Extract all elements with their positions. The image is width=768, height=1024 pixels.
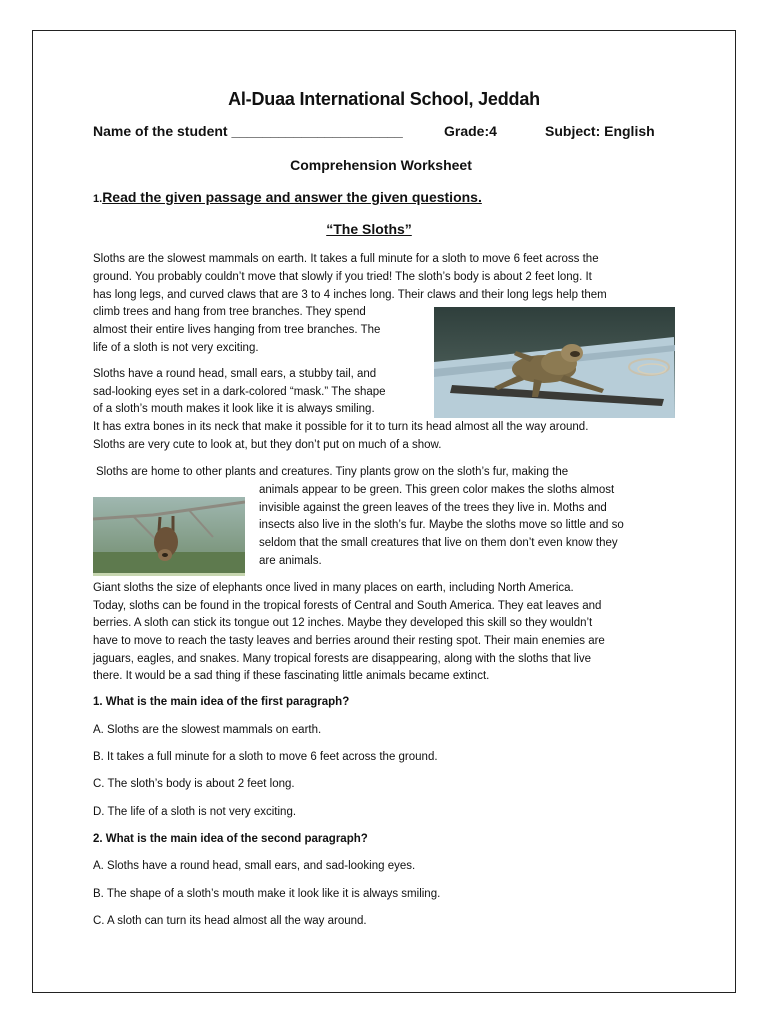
passage-title: “The Sloths”: [326, 221, 412, 237]
passage-line: almost their entire lives hanging from tree branches. The: [93, 324, 381, 336]
passage-line: Sloths are very cute to look at, but they don’t put on much of a show.: [93, 439, 442, 451]
grade-label: Grade:4: [444, 123, 497, 139]
passage-line: life of a sloth is not very exciting.: [93, 342, 259, 354]
student-name-label: Name of the student ______________________: [93, 123, 403, 139]
passage-line: there. It would be a sad thing if these fascinating little animals became extinct.: [93, 670, 490, 682]
question-1: 1. What is the main idea of the first paragraph?: [93, 696, 350, 708]
sloth-on-branch-image: [93, 497, 245, 576]
passage-line: sad-looking eyes set in a dark-colored “mask.” The shape: [93, 386, 386, 398]
passage-line: Sloths are the slowest mammals on earth. It takes a full minute for a sloth to move 6 feet across the: [93, 253, 599, 265]
passage-line: insects also live in the sloth’s fur. Maybe the sloths move so little and so: [259, 519, 624, 531]
passage-line: Sloths have a round head, small ears, a stubby tail, and: [93, 368, 377, 380]
question-2: 2. What is the main idea of the second paragraph?: [93, 833, 368, 845]
passage-line: have to move to reach the tasty leaves and berries around their resting spot. Their main enemies are: [93, 635, 605, 647]
passage-line: jaguars, eagles, and snakes. Many tropical forests are disappearing, along with the sloths that live: [93, 653, 591, 665]
passage-line: invisible against the green leaves of the trees they live in. Moths and: [259, 502, 607, 514]
passage-line: of a sloth’s mouth makes it look like it is always smiling.: [93, 403, 375, 415]
passage-line: Giant sloths the size of elephants once lived in many places on earth, including North America.: [93, 582, 574, 594]
instruction-text: Read the given passage and answer the given questions.: [102, 189, 482, 205]
passage-line: seldom that the small creatures that live on them don’t even know they: [259, 537, 618, 549]
passage-line: climb trees and hang from tree branches. They spend: [93, 306, 366, 318]
passage-line: berries. A sloth can stick its tongue out 12 inches. Maybe they developed this skill so they wouldn’t: [93, 617, 593, 629]
answer-option: B. It takes a full minute for a sloth to move 6 feet across the ground.: [93, 751, 438, 763]
passage-line: ground. You probably couldn’t move that slowly if you tried! The sloth’s body is about 2 feet long. It: [93, 271, 592, 283]
answer-option: D. The life of a sloth is not very exciting.: [93, 806, 297, 818]
answer-option: A. Sloths have a round head, small ears, and sad-looking eyes.: [93, 860, 416, 872]
worksheet-title: Comprehension Worksheet: [290, 157, 472, 173]
passage-line: are animals.: [259, 555, 322, 567]
passage-line: It has extra bones in its neck that make it possible for it to turn its head almost all the way around.: [93, 421, 589, 433]
passage-line: animals appear to be green. This green color makes the sloths almost: [259, 484, 615, 496]
sloth-on-boat-image: [434, 307, 675, 418]
answer-option: B. The shape of a sloth’s mouth make it look like it is always smiling.: [93, 888, 441, 900]
answer-option: A. Sloths are the slowest mammals on earth.: [93, 724, 322, 736]
instruction: [93, 189, 482, 205]
passage-line: Sloths are home to other plants and creatures. Tiny plants grow on the sloth’s fur, making the: [96, 466, 569, 478]
answer-option: C. A sloth can turn its head almost all the way around.: [93, 915, 367, 927]
subject-label: Subject: English: [545, 123, 655, 139]
instruction-number: 1.: [93, 193, 103, 205]
answer-option: C. The sloth’s body is about 2 feet long.: [93, 778, 295, 790]
passage-line: has long legs, and curved claws that are 3 to 4 inches long. Their claws and their long legs help them: [93, 289, 607, 301]
passage-line: Today, sloths can be found in the tropical forests of Central and South America. They eat leaves and: [93, 600, 602, 612]
school-title: Al-Duaa International School, Jeddah: [228, 89, 540, 109]
